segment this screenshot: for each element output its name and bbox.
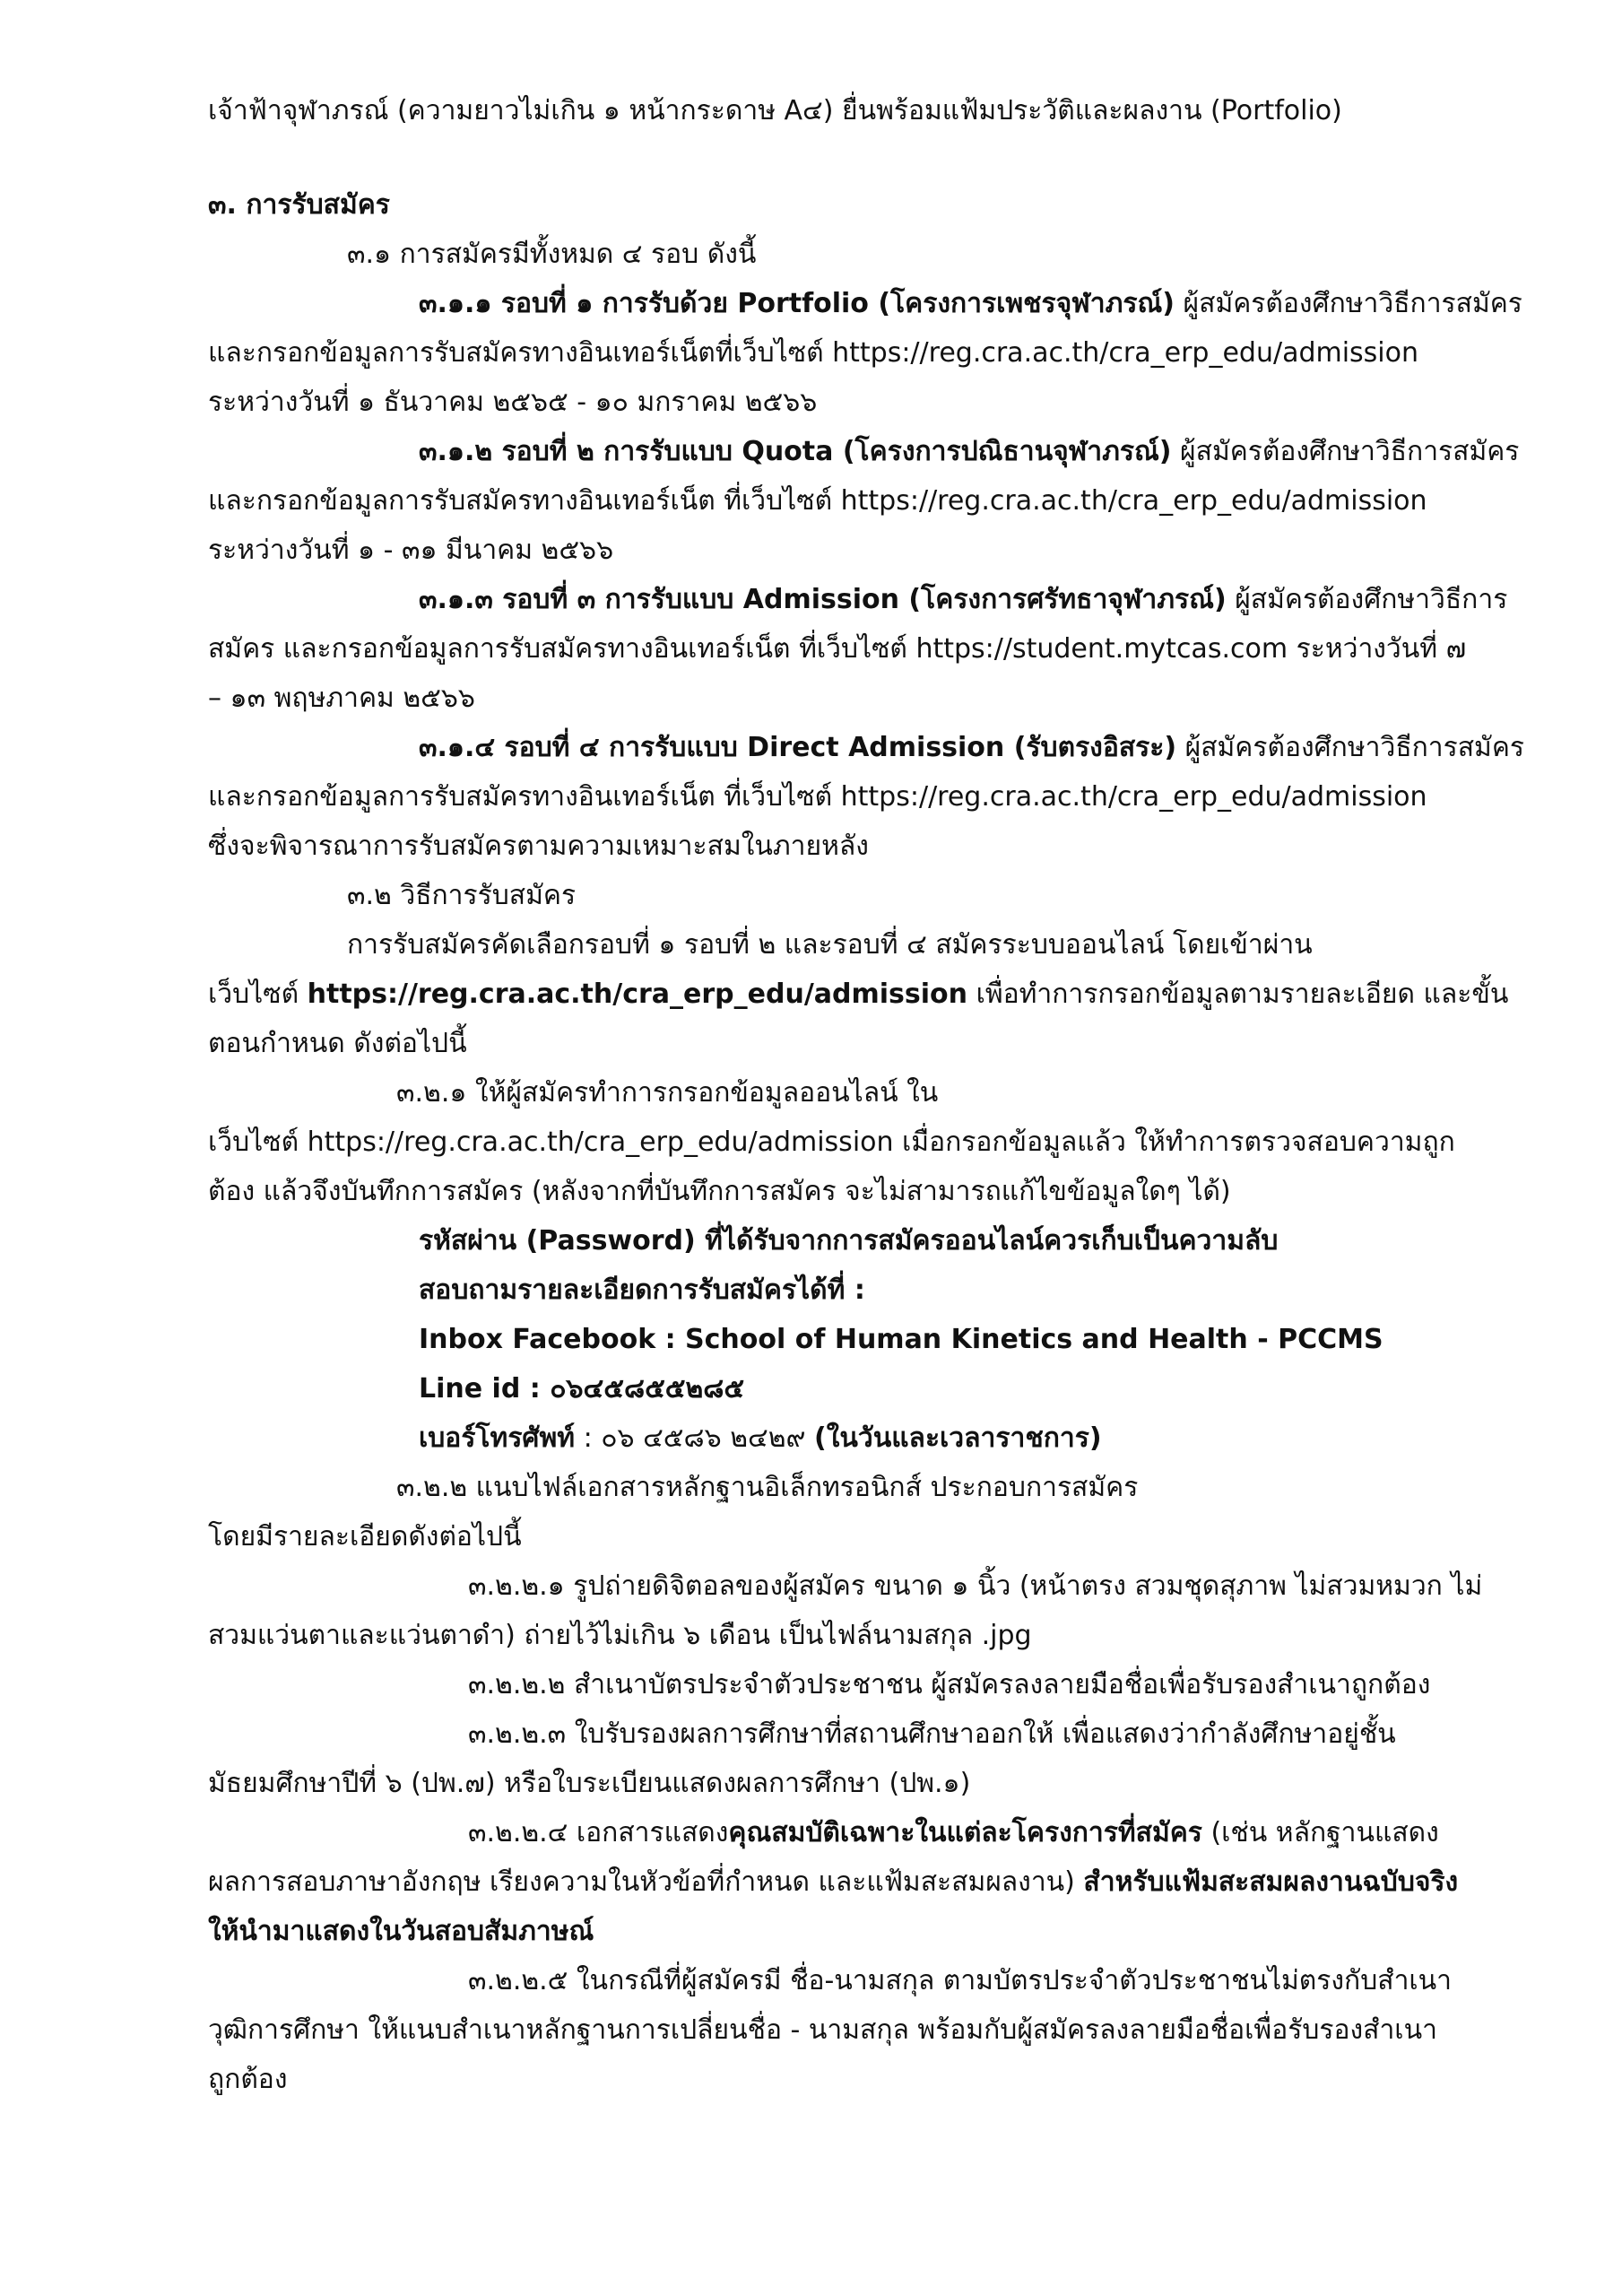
section-3-heading: ๓. การรับสมัคร xyxy=(208,189,390,221)
website-label: เว็บไซต์ xyxy=(208,978,308,1010)
doc-item-4-line-3: ให้นำมาแสดงในวันสอบสัมภาษณ์ xyxy=(208,1916,594,1947)
contact-heading: สอบถามรายละเอียดการรับสมัครได้ที่ : xyxy=(419,1274,865,1306)
contact-line-id: Line id : ๐๖๔๕๘๕๕๒๘๕ xyxy=(419,1373,745,1405)
admission-url-bold: https://reg.cra.ac.th/cra_erp_edu/admission xyxy=(307,978,968,1010)
round-2-title xyxy=(208,427,1520,476)
phone-number: : ๐๖ ๔๕๘๖ ๒๔๒๙ xyxy=(575,1422,814,1454)
doc-item-4-a: ๓.๒.๒.๔ เอกสารแสดง xyxy=(468,1817,729,1848)
phone-hours: (ในวันและเวลาราชการ) xyxy=(814,1422,1102,1454)
section-3-2-line-3: ตอนกำหนด ดังต่อไปนี้ xyxy=(208,1028,467,1059)
round-2-line-2: และกรอกข้อมูลการรับสมัครทางอินเทอร์เน็ต ที่เว็บไซต์ https://reg.cra.ac.th/cra_erp_edu/admission xyxy=(208,485,1427,517)
round-4-rest: ผู้สมัครต้องศึกษาวิธีการสมัคร xyxy=(1176,732,1525,763)
round-3-rest: ผู้สมัครต้องศึกษาวิธีการ xyxy=(1226,584,1508,615)
round-3-title xyxy=(208,575,1508,624)
round-3-line-3: – ๑๓ พฤษภาคม ๒๕๖๖ xyxy=(208,683,475,714)
doc-item-4-c: (เช่น หลักฐานแสดง xyxy=(1201,1817,1439,1848)
section-3-1: ๓.๑ การสมัครมีทั้งหมด ๔ รอบ ดังนี้ xyxy=(347,239,757,270)
section-3-2-line-2-rest: เพื่อทำการกรอกข้อมูลตามรายละเอียด และขั้น xyxy=(967,978,1509,1010)
round-1-rest: ผู้สมัครต้องศึกษาวิธีการสมัคร xyxy=(1175,288,1522,319)
contact-phone xyxy=(208,1413,1499,1463)
doc-item-4-line-2 xyxy=(208,1857,1499,1907)
round-4-line-3: ซึ่งจะพิจารณาการรับสมัครตามความเหมาะสมในภายหลัง xyxy=(208,831,869,862)
round-1-line-2: และกรอกข้อมูลการรับสมัครทางอินเทอร์เน็ตที่เว็บไซต์ https://reg.cra.ac.th/cra_erp_edu/admission xyxy=(208,337,1419,369)
round-1-bold: ๓.๑.๑ รอบที่ ๑ การรับด้วย Portfolio (โครงการเพชรจุฬาภรณ์) xyxy=(419,288,1175,319)
doc-item-4-line-2-bold: สำหรับแฟ้มสะสมผลงานฉบับจริง xyxy=(1083,1866,1459,1898)
doc-item-2: ๓.๒.๒.๒ สำเนาบัตรประจำตัวประชาชน ผู้สมัครลงลายมือชื่อเพื่อรับรองสำเนาถูกต้อง xyxy=(468,1669,1431,1700)
round-1-line-3: ระหว่างวันที่ ๑ ธันวาคม ๒๕๖๕ - ๑๐ มกราคม ๒๕๖๖ xyxy=(208,387,818,418)
phone-label: เบอร์โทรศัพท์ xyxy=(419,1422,576,1454)
round-4-line-2: และกรอกข้อมูลการรับสมัครทางอินเทอร์เน็ต ที่เว็บไซต์ https://reg.cra.ac.th/cra_erp_edu/admission xyxy=(208,781,1427,813)
contact-facebook: Inbox Facebook : School of Human Kinetics and Health - PCCMS xyxy=(419,1324,1383,1355)
doc-item-3: ๓.๒.๒.๓ ใบรับรองผลการศึกษาที่สถานศึกษาออกให้ เพื่อแสดงว่ากำลังศึกษาอยู่ชั้น xyxy=(468,1718,1396,1750)
round-3-line-2: สมัคร และกรอกข้อมูลการรับสมัครทางอินเทอร์เน็ต ที่เว็บไซต์ https://student.mytcas.com ระหว่างวันที่ ๗ xyxy=(208,633,1467,665)
round-4-bold: ๓.๑.๔ รอบที่ ๔ การรับแบบ Direct Admission (รับตรงอิสระ) xyxy=(419,732,1177,763)
intro-line: เจ้าฟ้าจุฬาภรณ์ (ความยาวไม่เกิน ๑ หน้ากระดาษ A๔) ยื่นพร้อมแฟ้มประวัติและผลงาน (Portfolio) xyxy=(208,95,1342,126)
doc-item-1-line-2: สวมแว่นตาและแว่นตาดำ) ถ่ายไว้ไม่เกิน ๖ เดือน เป็นไฟล์นามสกุล .jpg xyxy=(208,1620,1032,1651)
doc-item-3-line-2: มัธยมศึกษาปีที่ ๖ (ปพ.๗) หรือใบระเบียนแสดงผลการศึกษา (ปพ.๑) xyxy=(208,1768,971,1799)
section-3-2: ๓.๒ วิธีการรับสมัคร xyxy=(347,880,577,911)
doc-item-5-line-3: ถูกต้อง xyxy=(208,2064,288,2095)
password-note: รหัสผ่าน (Password) ที่ได้รับจากการสมัครออนไลน์ควรเก็บเป็นความลับ xyxy=(419,1225,1279,1257)
doc-item-1: ๓.๒.๒.๑ รูปถ่ายดิจิตอลของผู้สมัคร ขนาด ๑ นิ้ว (หน้าตรง สวมชุดสุภาพ ไม่สวมหมวก ไม่ xyxy=(468,1570,1483,1602)
round-2-rest: ผู้สมัครต้องศึกษาวิธีการสมัคร xyxy=(1171,436,1520,467)
document-page xyxy=(208,86,1525,2104)
doc-item-5-line-2: วุฒิการศึกษา ให้แนบสำเนาหลักฐานการเปลี่ยนชื่อ - นามสกุล พร้อมกับผู้สมัครลงลายมือชื่อเพื่อรับรองสำเนา xyxy=(208,2014,1437,2046)
section-3-2-line-2 xyxy=(208,970,1509,1019)
section-3-2-1-line-3: ต้อง แล้วจึงบันทึกการสมัคร (หลังจากที่บันทึกการสมัคร จะไม่สามารถแก้ไขข้อมูลใดๆ ได้) xyxy=(208,1176,1231,1207)
round-1-title xyxy=(208,279,1522,328)
section-3-2-2: ๓.๒.๒ แนบไฟล์เอกสารหลักฐานอิเล็กทรอนิกส์ ประกอบการสมัคร xyxy=(396,1472,1139,1503)
round-4-title xyxy=(208,723,1525,772)
section-3-2-2-line-2: โดยมีรายละเอียดดังต่อไปนี้ xyxy=(208,1521,522,1552)
doc-item-5: ๓.๒.๒.๕ ในกรณีที่ผู้สมัครมี ชื่อ-นามสกุล ตามบัตรประจำตัวประชาชนไม่ตรงกับสำเนา xyxy=(468,1965,1453,1996)
round-2-bold: ๓.๑.๒ รอบที่ ๒ การรับแบบ Quota (โครงการปณิธานจุฬาภรณ์) xyxy=(419,436,1172,467)
round-2-line-3: ระหว่างวันที่ ๑ - ๓๑ มีนาคม ๒๕๖๖ xyxy=(208,535,614,566)
doc-item-4-bold: คุณสมบัติเฉพาะในแต่ละโครงการที่สมัคร xyxy=(728,1817,1202,1848)
section-3-2-line-1: การรับสมัครคัดเลือกรอบที่ ๑ รอบที่ ๒ และรอบที่ ๔ สมัครระบบออนไลน์ โดยเข้าผ่าน xyxy=(347,929,1313,961)
doc-item-4-line-2-a: ผลการสอบภาษาอังกฤษ เรียงความในหัวข้อที่กำหนด และแฟ้มสะสมผลงาน) xyxy=(208,1866,1084,1898)
section-3-2-1-line-2: เว็บไซต์ https://reg.cra.ac.th/cra_erp_edu/admission เมื่อกรอกข้อมูลแล้ว ให้ทำการตรวจสอบความถูก xyxy=(208,1126,1455,1158)
doc-item-4 xyxy=(208,1808,1499,1857)
section-3-2-1: ๓.๒.๑ ให้ผู้สมัครทำการกรอกข้อมูลออนไลน์ ใน xyxy=(396,1077,939,1109)
round-3-bold: ๓.๑.๓ รอบที่ ๓ การรับแบบ Admission (โครงการศรัทธาจุฬาภรณ์) xyxy=(419,584,1227,615)
